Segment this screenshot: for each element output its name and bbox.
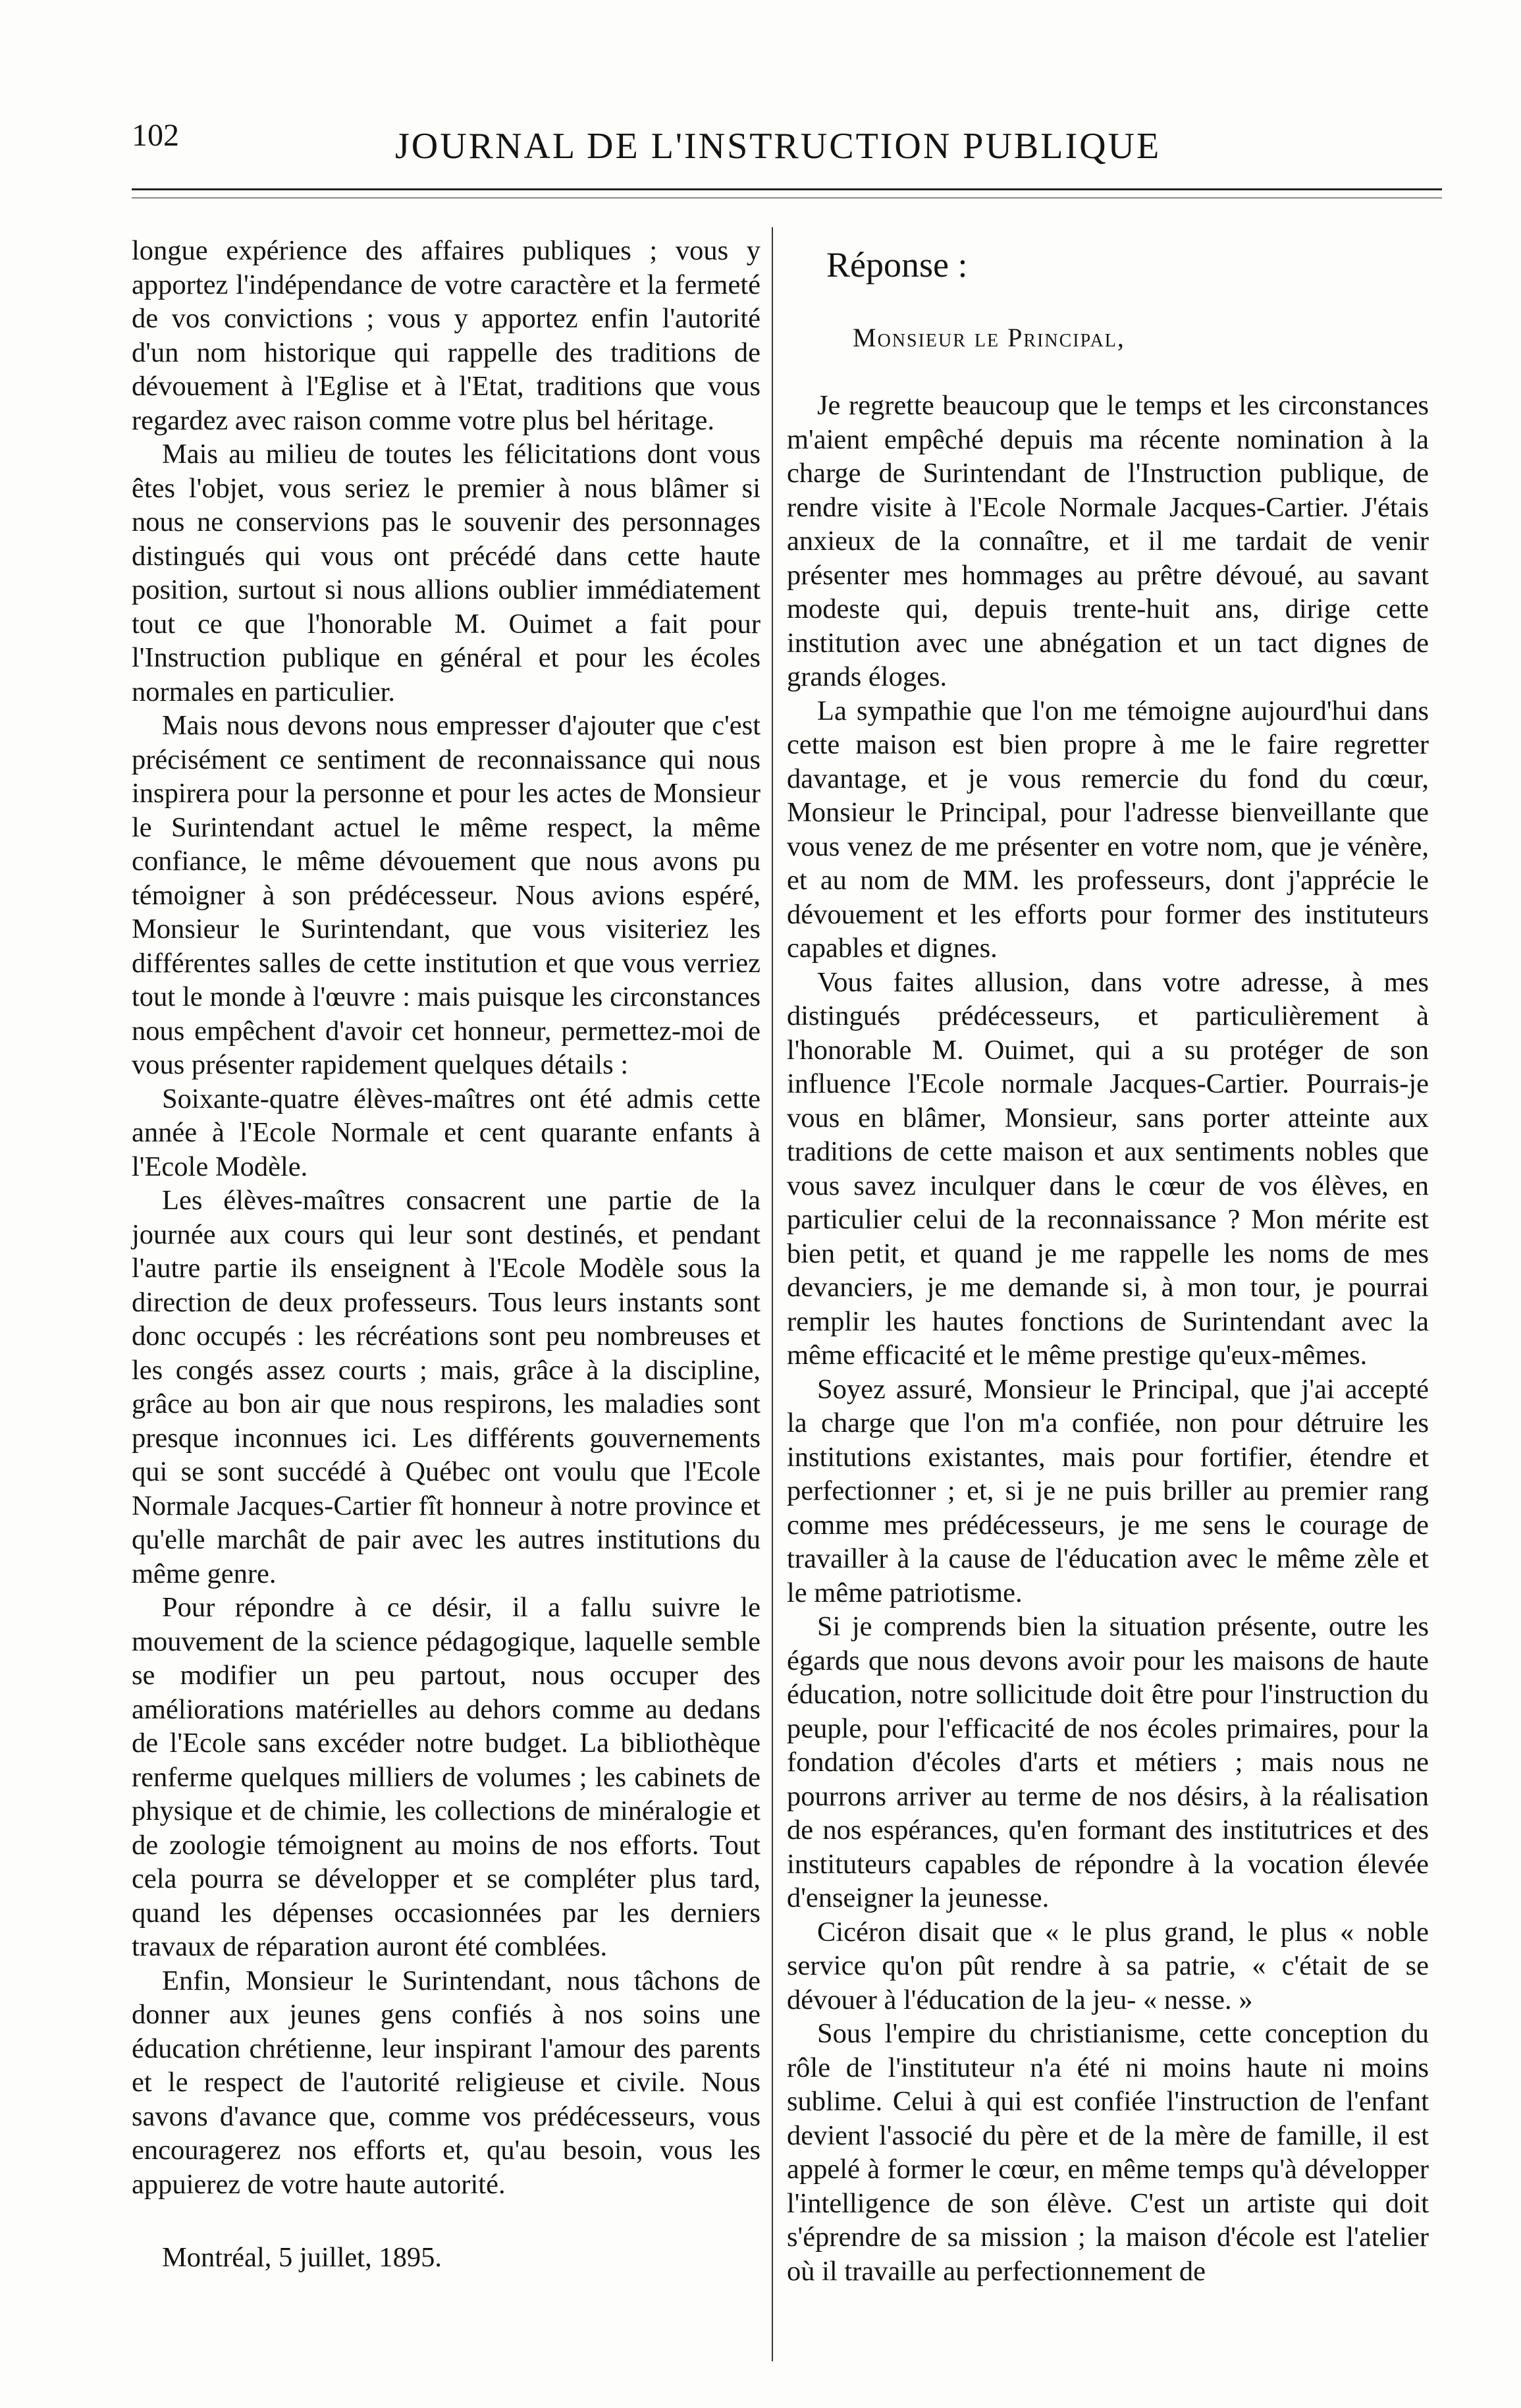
paragraph: Vous faites allusion, dans votre adresse, à mes distingués prédécesseurs, et particulièrement à l'honorable M. Ouimet, qui a su protéger de son influence l'Ecole normale Jacques-Cartier. Pourrais-je vous en blâmer, Monsieur, sans porter atteinte aux traditions de cette maison et aux sentiments nobles que vous savez inculquer dans le cœur de vos élèves, en particulier celui de la reconnaissance ? Mon mérite est bien petit, et quand je me rappelle les noms de mes devanciers, je me demande si, à mon tour, je pourrai remplir les hautes fonctions de Surintendant avec la même efficacité et le même prestige qu'eux-mêmes.	[787, 966, 1429, 1371]
page-number: 102	[132, 118, 179, 153]
paragraph: La sympathie que l'on me témoigne aujourd'hui dans cette maison est bien propre à me le faire regretter davantage, et je vous remercie du fond du cœur, Monsieur le Principal, pour l'adresse bienveillante que vous venez de me présenter en votre nom, que je vénère, et au nom de MM. les professeurs, dont j'apprécie le dévouement et les efforts pour former des instituteurs capables et dignes.	[787, 695, 1429, 964]
paragraph: Je regrette beaucoup que le temps et les circonstances m'aient empêché depuis ma récente nomination à la charge de Surintendant de l'Instruction publique, de rendre visite à l'Ecole Normale Jacques-Cartier. J'étais anxieux de la connaître, et il me tardait de venir présenter mes hommages au prêtre dévoué, au savant modeste qui, depuis trente-huit ans, dirige cette institution avec une abnégation et un tact dignes de grands éloges.	[787, 390, 1429, 692]
paragraph: Si je comprends bien la situation présente, outre les égards que nous devons avoir pour les maisons de haute éducation, notre sollicitude doit être pour l'instruction du peuple, pour l'efficacité de nos écoles primaires, pour la fondation d'écoles d'arts et métiers ; mais nous ne pourrons arriver au terme de nos désirs, à la réalisation de nos espérances, qu'en formant des institutrices et des instituteurs capables de répondre à la vocation élevée d'enseigner la jeunesse.	[787, 1611, 1429, 1913]
left-column	[132, 234, 761, 2275]
paragraph: Soyez assuré, Monsieur le Principal, que j'ai accepté la charge que l'on m'a confiée, non pour détruire les institutions existantes, mais pour fortifier, étendre et perfectionner ; et, si je ne puis briller au premier rang comme mes prédécesseurs, je me sens le courage de travailler à la cause de l'éducation avec le même zèle et le même patriotisme.	[787, 1373, 1429, 1608]
paragraph: Cicéron disait que « le plus grand, le plus « noble service qu'on pût rendre à sa patrie, « c'était de se dévouer à l'éducation de la jeu- « nesse. »	[787, 1916, 1429, 2015]
paragraph: longue expérience des affaires publiques ; vous y apportez l'indépendance de votre caractère et la fermeté de vos convictions ; vous y apportez enfin l'autorité d'un nom historique qui rappelle des traditions de dévouement à l'Eglise et à l'Etat, traditions que vous regardez avec raison comme votre plus bel héritage.	[132, 235, 761, 436]
header-rule-thick	[132, 188, 1442, 190]
paragraph: Pour répondre à ce désir, il a fallu suivre le mouvement de la science pédagogique, laquelle semble se modifier un peu partout, nous occuper des améliorations matérielles au dehors comme au dedans de l'Ecole sans excéder notre budget. La bibliothèque renferme quelques milliers de volumes ; les cabinets de physique et de chimie, les collections de minéralogie et de zoologie témoignent au moins de nos efforts. Tout cela pourra se développer et se compléter plus tard, quand les dépenses occasionnées par les derniers travaux de réparation auront été comblées.	[132, 1592, 761, 1962]
reply-heading: Réponse :	[826, 245, 968, 285]
paragraph: Sous l'empire du christianisme, cette conception du rôle de l'instituteur n'a été ni moins haute ni moins sublime. Celui à qui est confiée l'instruction de l'enfant devient l'associé du père et de la mère de famille, il est appelé à former le cœur, en même temps qu'à développer l'intelligence de son élève. C'est un artiste qui doit s'éprendre de sa mission ; la maison d'école est l'atelier où il travaille au perfectionnement de	[787, 2018, 1429, 2287]
paragraph: Mais au milieu de toutes les félicitations dont vous êtes l'objet, vous seriez le premier à nous blâmer si nous ne conservions pas le souvenir des personnages distingués qui vous ont précédé dans cette haute position, surtout si nous allions oublier immédiatement tout ce que l'honorable M. Ouimet a fait pour l'Instruction publique en général et pour les écoles normales en particulier.	[132, 439, 761, 707]
paragraph: Les élèves-maîtres consacrent une partie de la journée aux cours qui leur sont destinés, et pendant l'autre partie ils enseignent à l'Ecole Modèle sous la direction de deux professeurs. Tous leurs instants sont donc occupés : les récréations sont peu nombreuses et les congés assez courts ; mais, grâce à la discipline, grâce au bon air que nous respirons, les maladies sont presque inconnues ici. Les différents gouvernements qui se sont succédé à Québec ont voulu que l'Ecole Normale Jacques-Cartier fît honneur à notre province et qu'elle marchât de pair avec les autres institutions du même genre.	[132, 1185, 761, 1589]
right-column	[787, 234, 1429, 2288]
salutation: Monsieur le Principal,	[853, 322, 1125, 352]
paragraph: Mais nous devons nous empresser d'ajouter que c'est précisément ce sentiment de reconnaissance qui nous inspirera pour la personne et pour les actes de Monsieur le Surintendant actuel le même respect, la même confiance, le même dévouement que nous avons pu témoigner à son prédécesseur. Nous avions espéré, Monsieur le Surintendant, que vous visiteriez les différentes salles de cette institution et que vous verriez tout le monde à l'œuvre : mais puisque les circonstances nous empêchent d'avoir cet honneur, permettez-moi de vous présenter rapidement quelques détails :	[132, 710, 761, 1080]
column-divider	[772, 227, 773, 2361]
dateline: Montréal, 5 juillet, 1895.	[162, 2242, 442, 2273]
paragraph: Soixante-quatre élèves-maîtres ont été admis cette année à l'Ecole Normale et cent quarante enfants à l'Ecole Modèle.	[132, 1083, 761, 1182]
paragraph: Enfin, Monsieur le Surintendant, nous tâchons de donner aux jeunes gens confiés à nos soins une éducation chrétienne, leur inspirant l'amour des parents et le respect de l'autorité religieuse et civile. Nous savons d'avance que, comme vos prédécesseurs, vous encouragerez nos efforts et, qu'au besoin, vous les appuierez de votre haute autorité.	[132, 1965, 761, 2200]
journal-title: JOURNAL DE L'INSTRUCTION PUBLIQUE	[395, 126, 1161, 167]
